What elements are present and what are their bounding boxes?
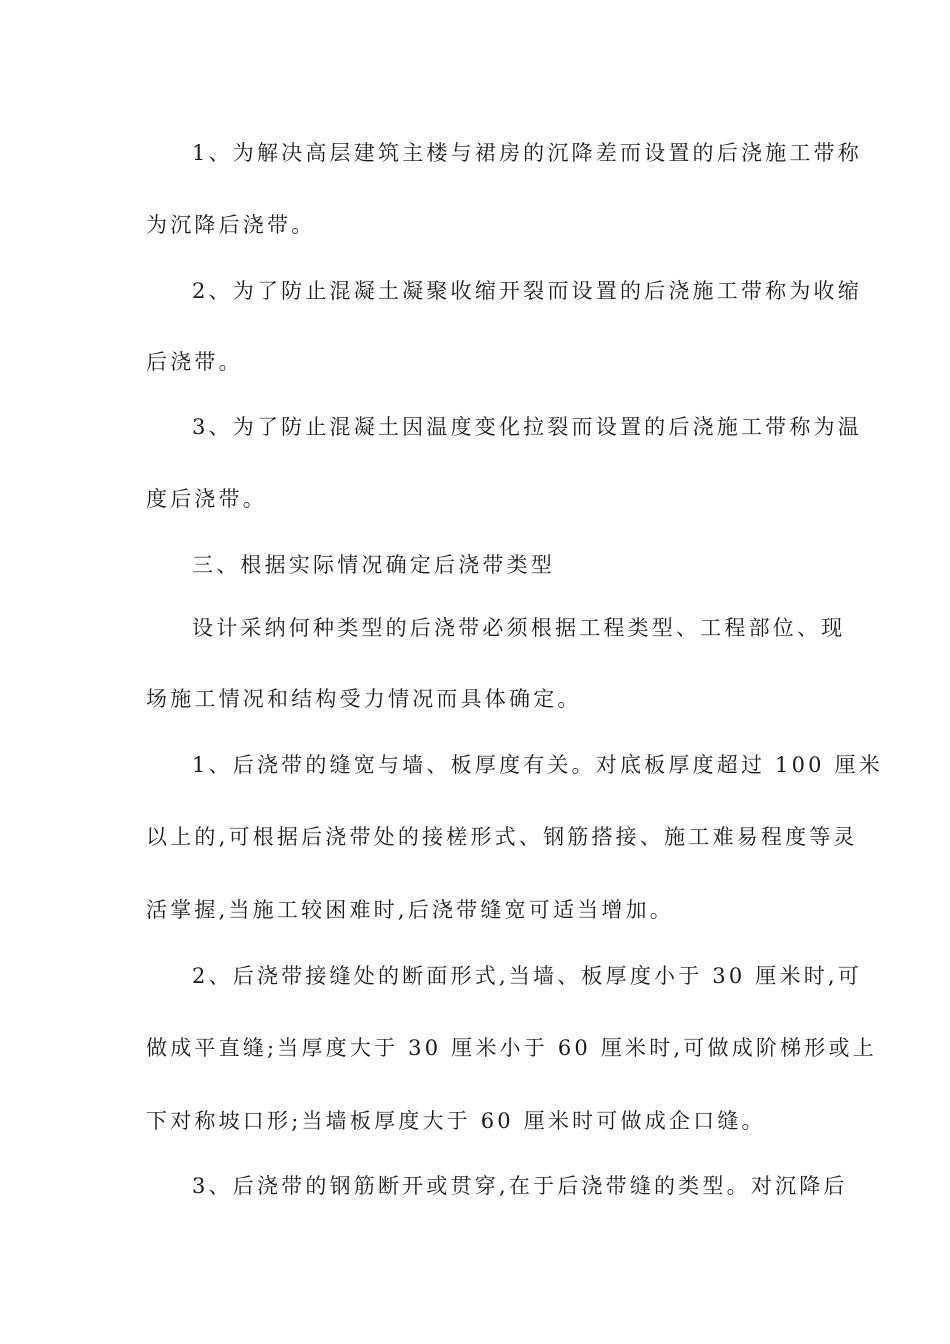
text-line-3: 2、为了防止混凝土凝聚收缩开裂而设置的后浇施工带称为收缩 — [192, 279, 862, 303]
text-line-12: 活掌握,当施工较困难时,后浇带缝宽可适当增加。 — [146, 898, 674, 922]
section-heading: 三、根据实际情况确定后浇带类型 — [192, 553, 555, 577]
text-line-13: 2、后浇带接缝处的断面形式,当墙、板厚度小于 30 厘米时,可 — [192, 964, 862, 988]
text-line-9: 场施工情况和结构受力情况而具体确定。 — [146, 687, 582, 711]
text-line-11: 以上的,可根据后浇带处的接槎形式、钢筋搭接、施工难易程度等灵 — [146, 825, 858, 849]
text-line-2: 为沉降后浇带。 — [146, 213, 316, 237]
text-line-15: 下对称坡口形;当墙板厚度大于 60 厘米时可做成企口缝。 — [146, 1109, 766, 1133]
text-line-5: 3、为了防止混凝土因温度变化拉裂而设置的后浇施工带称为温 — [192, 415, 862, 439]
text-line-10: 1、后浇带的缝宽与墙、板厚度有关。对底板厚度超过 100 厘米 — [192, 753, 883, 777]
text-line-14: 做成平直缝;当厚度大于 30 厘米小于 60 厘米时,可做成阶梯形或上 — [146, 1036, 877, 1060]
text-line-6: 度后浇带。 — [146, 487, 267, 511]
text-line-1: 1、为解决高层建筑主楼与裙房的沉降差而设置的后浇施工带称 — [192, 141, 862, 165]
text-line-8: 设计采纳何种类型的后浇带必须根据工程类型、工程部位、现 — [192, 616, 846, 640]
text-line-16: 3、后浇带的钢筋断开或贯穿,在于后浇带缝的类型。对沉降后 — [192, 1174, 848, 1198]
text-line-4: 后浇带。 — [146, 350, 243, 374]
